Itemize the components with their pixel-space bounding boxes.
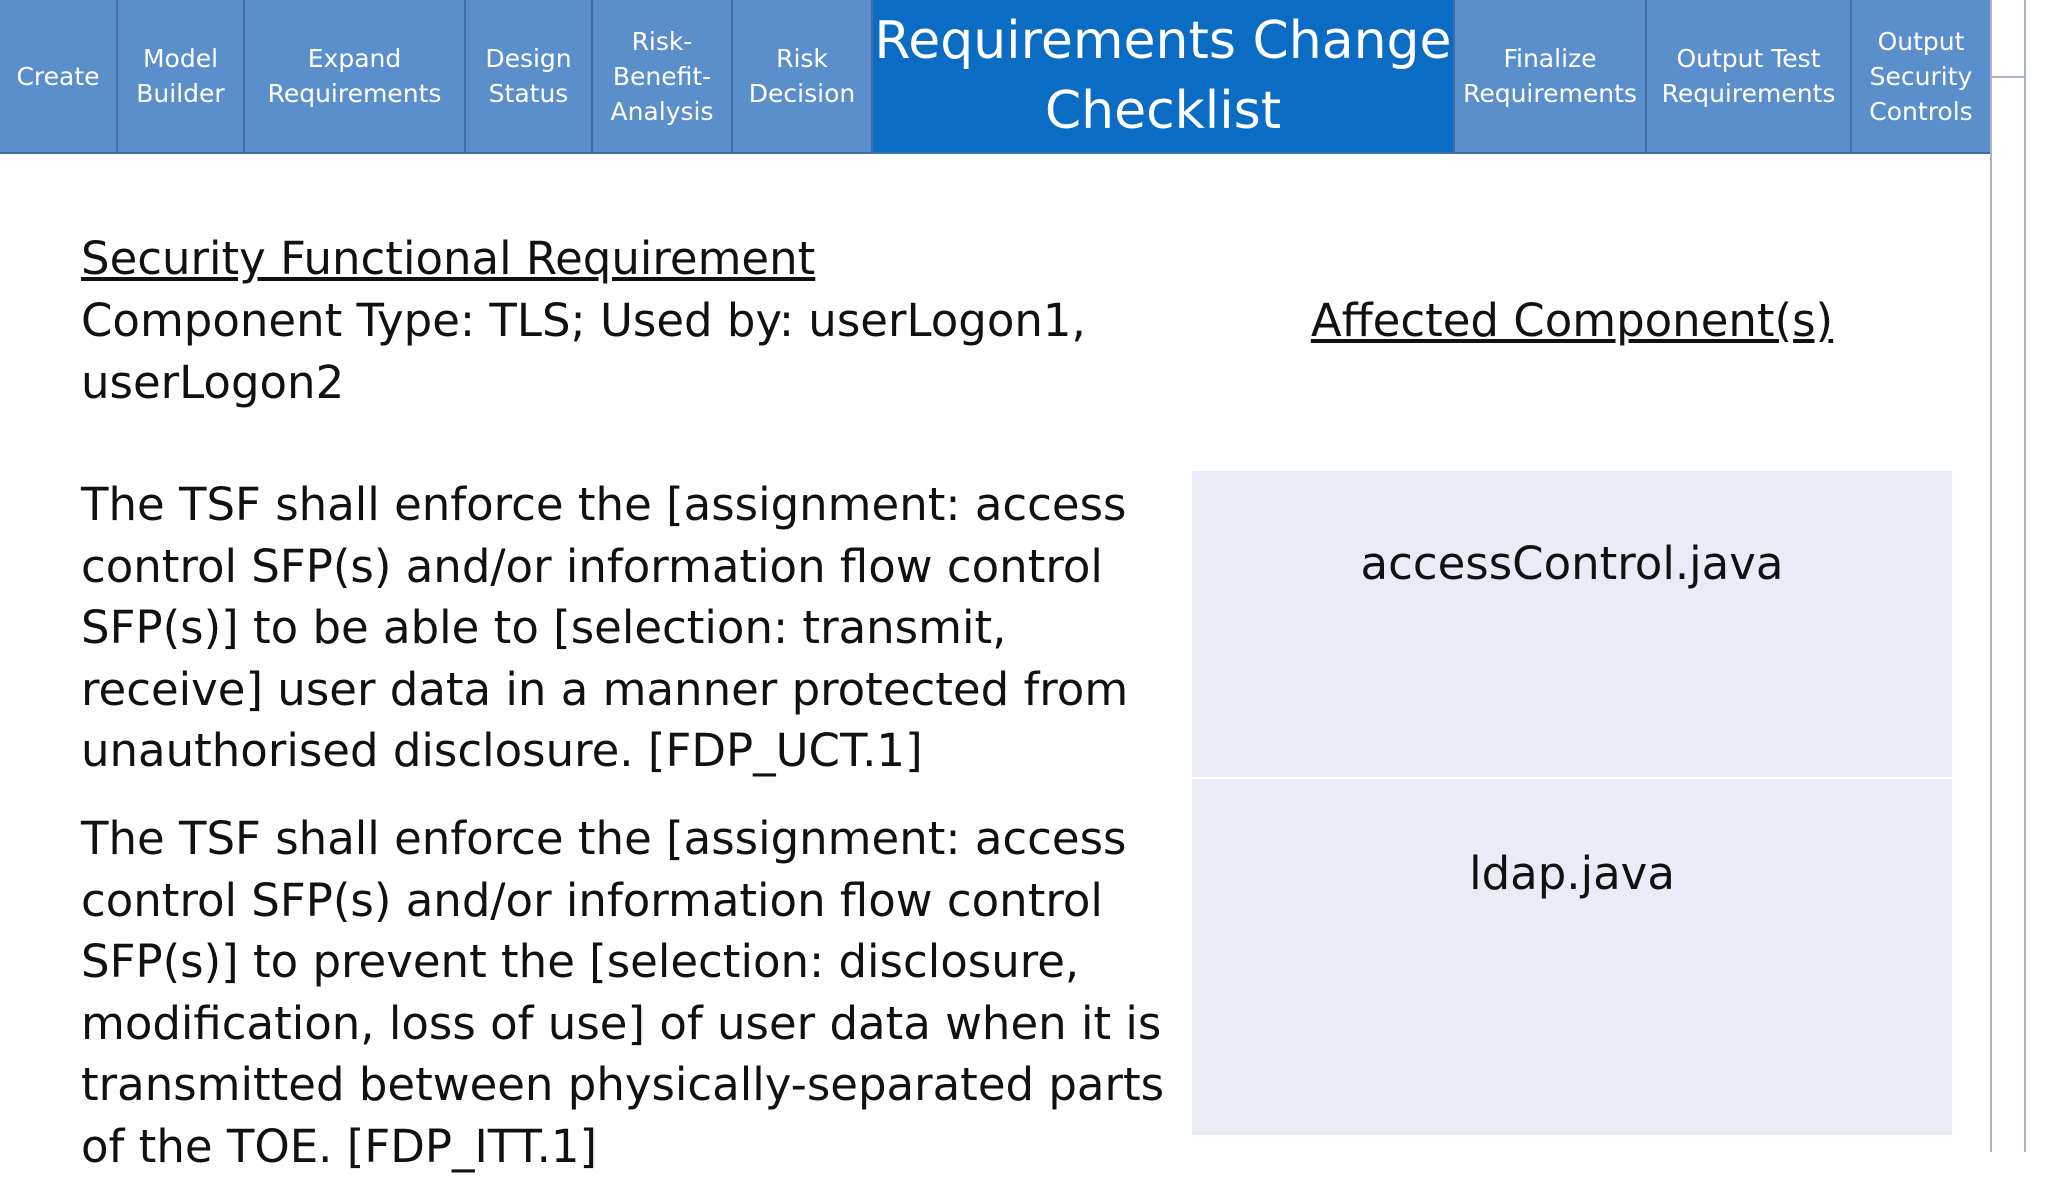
affected-component-2: ldap.java	[1469, 847, 1675, 900]
tab-model-builder[interactable]: Model Builder	[118, 0, 245, 152]
tab-design-status[interactable]: Design Status	[466, 0, 593, 152]
tab-create[interactable]: Create	[0, 0, 118, 152]
affected-components-title: Affected Component(s)	[1310, 294, 1834, 347]
requirement-heading	[81, 228, 1181, 414]
requirement-text-1: The TSF shall enforce the [assignment: access control SFP(s) and/or information flow control SFP(s)] to be able to [selection: transmit, receive] user data in a manner protected from unauthorised disclosure. [FDP_UCT.1]	[81, 478, 1129, 777]
tab-requirements-change-checklist[interactable]: Requirements Change Checklist	[873, 0, 1455, 152]
process-nav-bar	[0, 0, 1992, 154]
scrollbar-thumb[interactable]	[1992, 0, 2024, 78]
tab-output-security-controls[interactable]: Output Security Controls	[1852, 0, 1992, 152]
tab-output-test-requirements[interactable]: Output Test Requirements	[1647, 0, 1852, 152]
requirement-text-2: The TSF shall enforce the [assignment: access control SFP(s) and/or information flow control SFP(s)] to prevent the [selection: disclosure, modification, loss of use] of user data when it is transmitted between physically-separated parts of the TOE. [FDP_ITT.1]	[81, 812, 1165, 1173]
component-type-text: Component Type: TLS; Used by: userLogon1, userLogon2	[81, 294, 1086, 409]
tab-finalize-requirements[interactable]: Finalize Requirements	[1455, 0, 1647, 152]
affected-component-cell-1	[1192, 471, 1952, 777]
vertical-scrollbar[interactable]	[1990, 0, 2026, 1152]
tab-risk-decision[interactable]: Risk Decision	[733, 0, 873, 152]
section-title: Security Functional Requirement	[81, 232, 816, 285]
tab-risk-benefit-analysis[interactable]: Risk- Benefit- Analysis	[593, 0, 733, 152]
affected-component-1: accessControl.java	[1360, 537, 1784, 590]
tab-expand-requirements[interactable]: Expand Requirements	[245, 0, 466, 152]
affected-component-cell-2	[1192, 779, 1952, 1135]
